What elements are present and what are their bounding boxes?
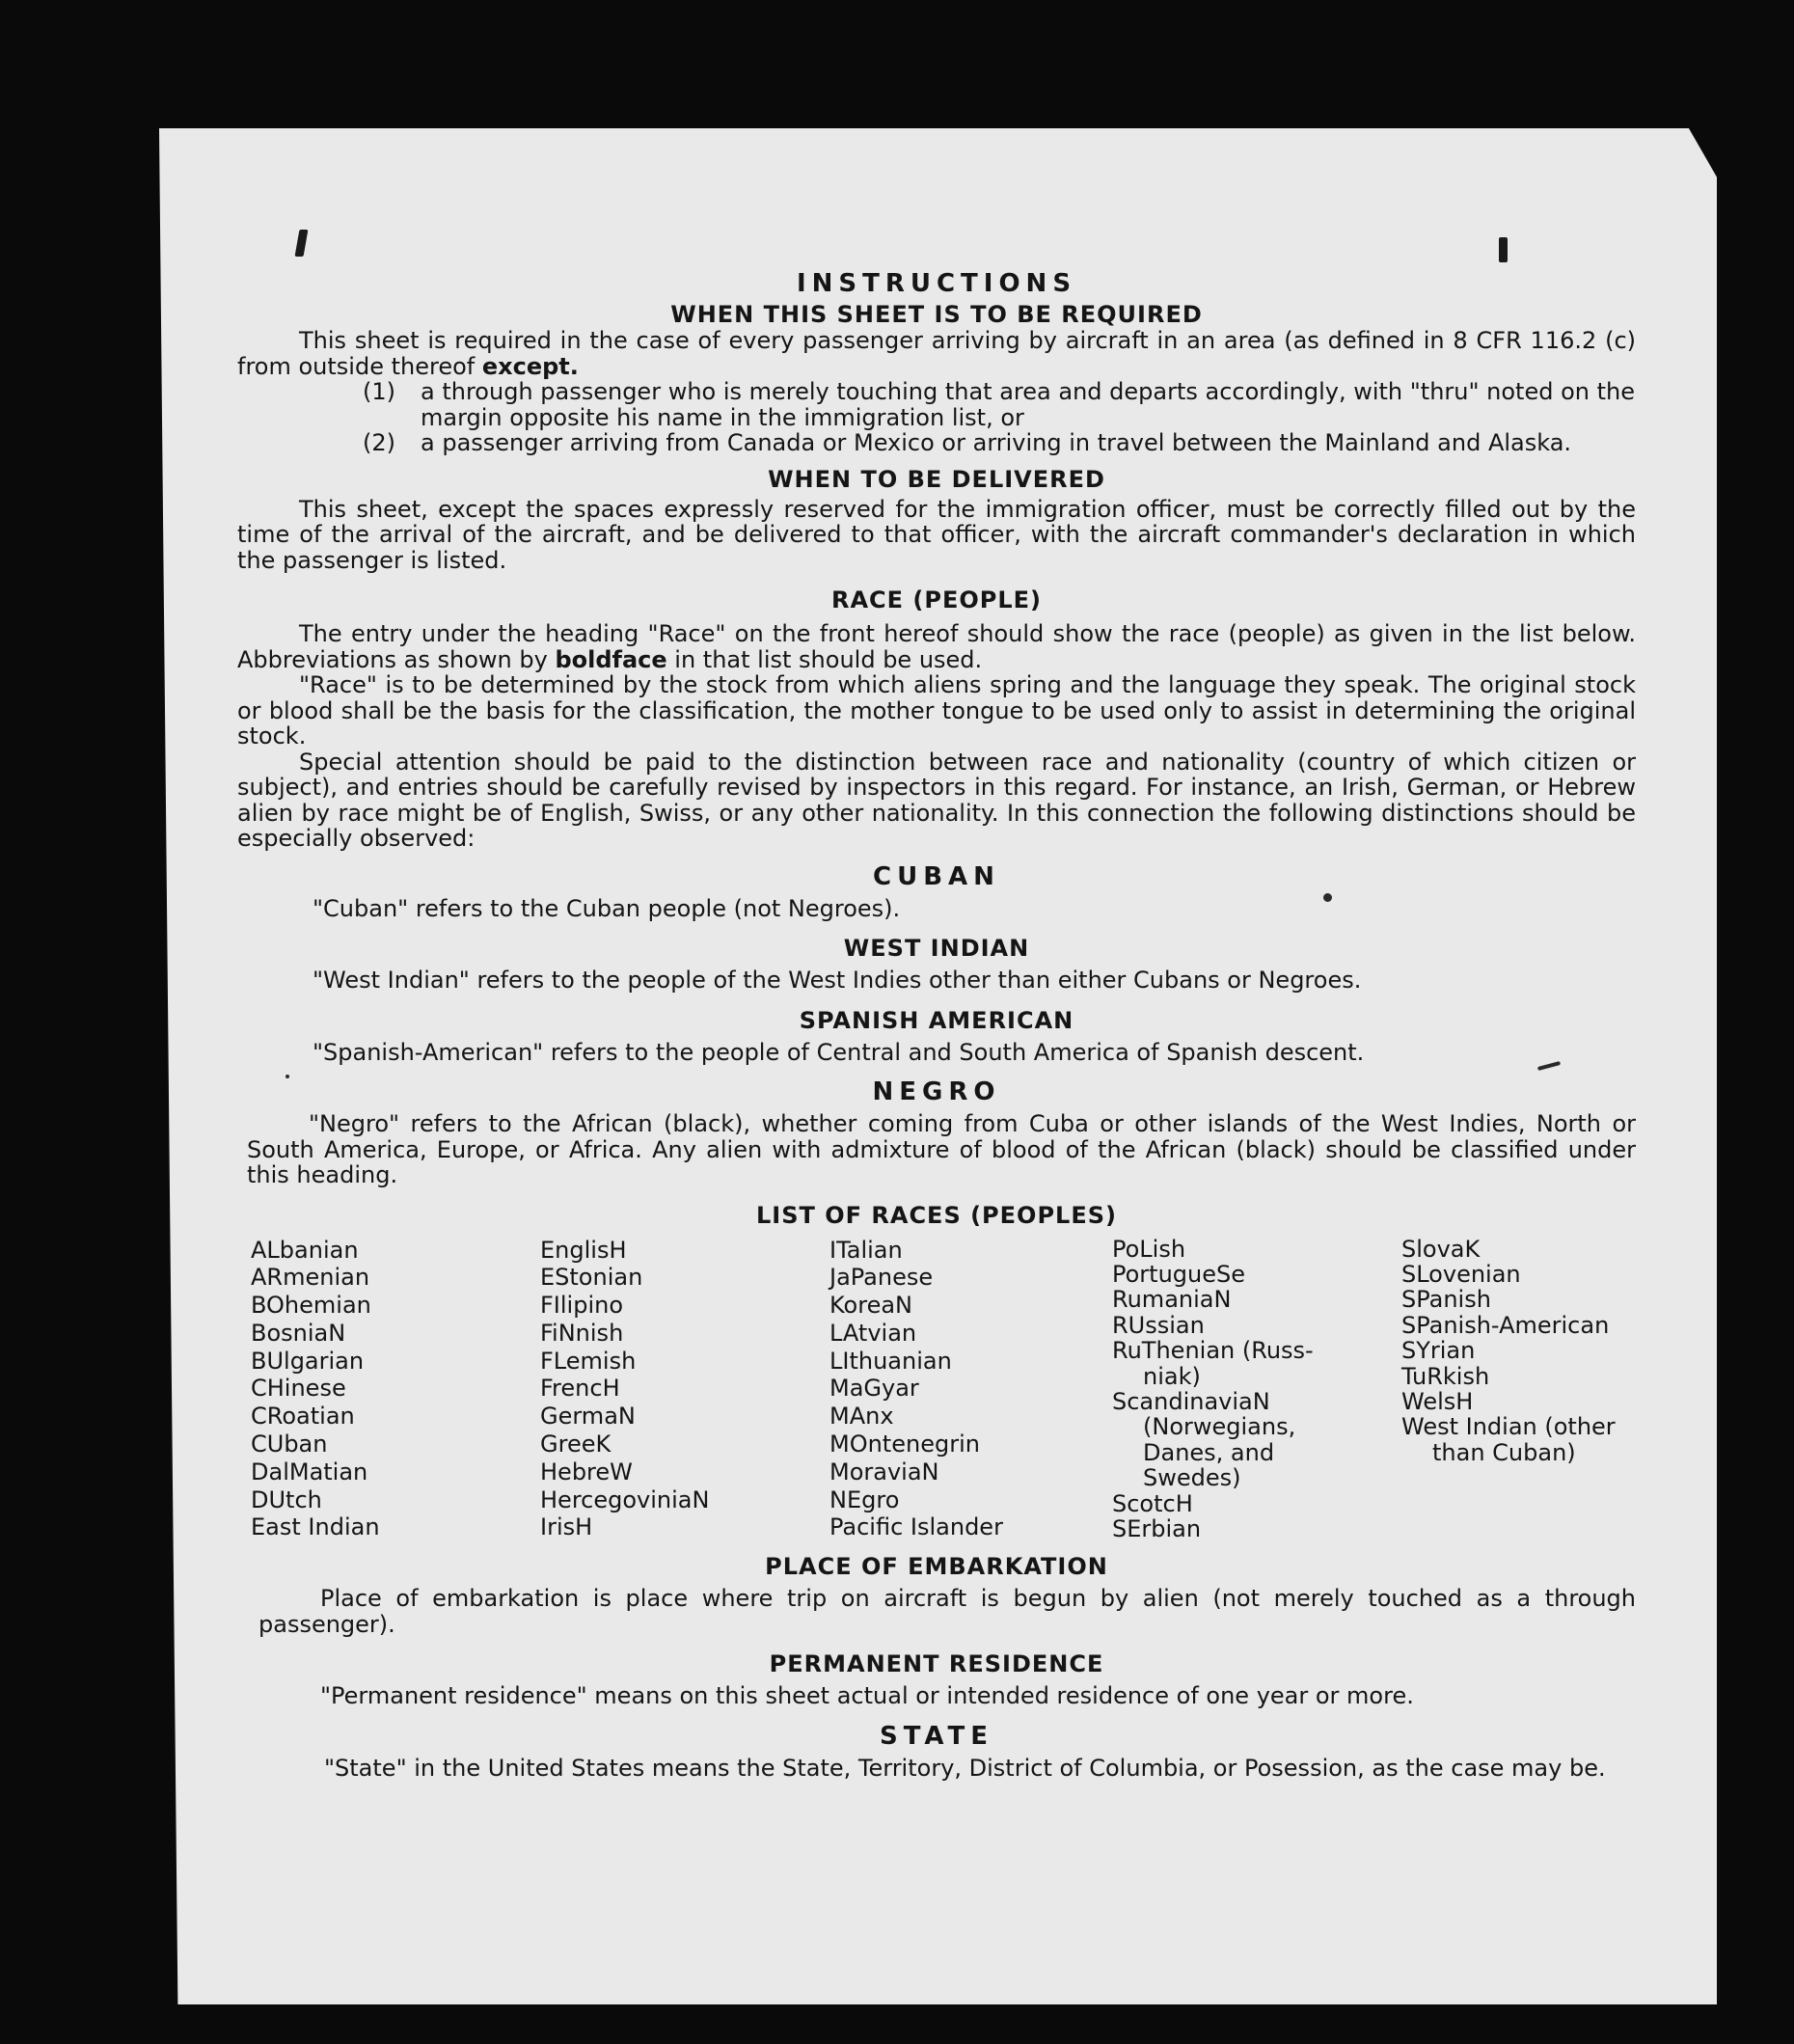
- race-entry: ScotcH: [1112, 1489, 1193, 1517]
- race-entry: DalMatian: [251, 1458, 368, 1485]
- negro-heading: NEGRO: [872, 1077, 1001, 1106]
- race-entry: SPanish-American: [1401, 1311, 1610, 1339]
- race-entry: GermaN: [540, 1403, 636, 1431]
- state-section: [237, 1723, 1636, 1782]
- cuban-heading: CUBAN: [873, 861, 1000, 891]
- when-delivered-text: This sheet, except the spaces expressly reserved for the immigration officer, must be correctly filled out by the time of the arrival of the aircraft, and be delivered to that officer, with the aircraft commander's declaration in which the passenger is listed.: [237, 495, 1636, 574]
- race-entry: BOhemian: [251, 1292, 371, 1320]
- list-item: (2) a passenger arriving from Canada or Mexico or arriving in travel between the Mainland and Alaska.: [363, 429, 1572, 456]
- race-entry: West Indian (other: [1401, 1413, 1616, 1441]
- state-heading: STATE: [879, 1721, 994, 1751]
- race-entry: ARmenian: [251, 1264, 370, 1292]
- races-column: [251, 1237, 540, 1542]
- race-entry: EStonian: [540, 1264, 643, 1292]
- race-entry: CHinese: [251, 1375, 346, 1403]
- race-entry: WelsH: [1401, 1387, 1474, 1415]
- race-entry: FrencH: [540, 1375, 620, 1403]
- race-entry: MoraviaN: [829, 1458, 939, 1485]
- race-entry: CRoatian: [251, 1403, 355, 1431]
- race-entry: niak): [1143, 1362, 1201, 1390]
- spanish-american-section: [237, 1007, 1636, 1066]
- race-entry: GreeK: [540, 1431, 612, 1458]
- when-required-heading: WHEN THIS SHEET IS TO BE REQUIRED: [670, 301, 1203, 328]
- race-entry: HebreW: [540, 1458, 633, 1485]
- west-indian-section: [237, 935, 1636, 994]
- race-entry: PoLish: [1112, 1235, 1186, 1263]
- race-paragraph-2: "Race" is to be determined by the stock from which aliens spring and the language they speak. The original stock or blood shall be the basis for the classification, the mother tongue to be used only to assist in determining the original stock.: [237, 671, 1636, 749]
- races-column: [540, 1237, 829, 1542]
- embarkation-section: [237, 1553, 1636, 1637]
- race-entry: JaPanese: [829, 1264, 934, 1292]
- race-heading: RACE (PEOPLE): [830, 586, 1043, 613]
- embarkation-heading: PLACE OF EMBARKATION: [765, 1553, 1108, 1581]
- race-entry: RUssian: [1112, 1311, 1205, 1339]
- negro-text: "Negro" refers to the African (black), whether coming from Cuba or other islands of the West Indies, North or South America, Europe, or Africa. Any alien with admixture of blood of the African (black) should be classified under this heading.: [247, 1110, 1636, 1188]
- race-entry: Danes, and: [1143, 1438, 1275, 1466]
- race-paragraph-1: The entry under the heading "Race" on the front hereof should show the race (people) as given in the list below. Abbreviations as shown by boldface in that list should be used.: [237, 620, 1636, 673]
- when-delivered-heading: WHEN TO BE DELIVERED: [768, 465, 1105, 493]
- list-of-races-heading: LIST OF RACES (PEOPLES): [756, 1201, 1117, 1229]
- state-text: "State" in the United States means the State, Territory, District of Columbia, or Posession, as the case may be.: [324, 1754, 1606, 1782]
- residence-heading: PERMANENT RESIDENCE: [769, 1650, 1104, 1678]
- race-entry: IrisH: [540, 1513, 593, 1541]
- race-entry: BUlgarian: [251, 1347, 365, 1375]
- race-entry: MOntenegrin: [829, 1431, 980, 1458]
- race-entry: LAtvian: [829, 1319, 917, 1347]
- race-entry: ScandinaviaN: [1112, 1387, 1270, 1415]
- when-required-intro: This sheet is required in the case of every passenger arriving by aircraft in an area (as defined in 8 CFR 116.2 (c) from outside thereof except.: [237, 327, 1636, 380]
- race-entry: SlovaK: [1401, 1235, 1481, 1263]
- race-entry: FiNnish: [540, 1319, 624, 1347]
- race-section: [237, 586, 1636, 852]
- race-entry: DUtch: [251, 1485, 322, 1513]
- residence-text: "Permanent residence" means on this sheet actual or intended residence of one year or more.: [320, 1682, 1414, 1710]
- race-entry: SYrian: [1401, 1337, 1476, 1365]
- race-entry: Pacific Islander: [829, 1513, 1003, 1541]
- except-bold: except.: [481, 352, 579, 380]
- boldface-word: boldface: [555, 645, 667, 673]
- race-entry: FLemish: [540, 1347, 637, 1375]
- negro-section: [237, 1078, 1636, 1188]
- race-entry: SPanish: [1401, 1286, 1491, 1314]
- races-table: [251, 1237, 1636, 1542]
- race-entry: ITalian: [829, 1236, 903, 1264]
- races-column: [1112, 1237, 1401, 1542]
- race-entry: PortugueSe: [1112, 1260, 1245, 1288]
- spanish-american-text: "Spanish-American" refers to the people of Central and South America of Spanish descent.: [313, 1038, 1365, 1066]
- race-entry: TuRkish: [1401, 1362, 1490, 1390]
- race-entry: KoreaN: [829, 1292, 912, 1320]
- race-entry: RumaniaN: [1112, 1286, 1232, 1314]
- races-column: [829, 1237, 1112, 1542]
- race-entry: FIlipino: [540, 1292, 624, 1320]
- race-entry: LIthuanian: [829, 1347, 952, 1375]
- when-required-section: [237, 301, 1636, 456]
- races-column: [1401, 1237, 1649, 1542]
- spanish-american-heading: SPANISH AMERICAN: [799, 1006, 1074, 1034]
- race-entry: (Norwegians,: [1143, 1413, 1296, 1441]
- race-entry: BosniaN: [251, 1319, 346, 1347]
- west-indian-text: "West Indian" refers to the people of the West Indies other than either Cubans or Negroes.: [313, 967, 1362, 994]
- document-title: INSTRUCTIONS: [796, 269, 1077, 298]
- race-entry: ALbanian: [251, 1236, 359, 1264]
- list-item: (1) a through passenger who is merely touching that area and departs accordingly, with "thru" noted on the margin opposite his name in the immigration list, or: [363, 378, 1635, 431]
- cuban-text: "Cuban" refers to the Cuban people (not Negroes).: [313, 894, 901, 922]
- west-indian-heading: WEST INDIAN: [843, 935, 1030, 962]
- race-entry: NEgro: [829, 1485, 900, 1513]
- race-entry: CUban: [251, 1431, 328, 1458]
- cuban-section: [237, 863, 1636, 922]
- race-entry: SErbian: [1112, 1514, 1202, 1542]
- race-entry: HercegoviniaN: [540, 1485, 710, 1513]
- residence-section: [237, 1650, 1636, 1709]
- embarkation-text: Place of embarkation is place where trip on aircraft is begun by alien (not merely touched as a through passenger).: [258, 1585, 1636, 1638]
- race-entry: East Indian: [251, 1513, 380, 1541]
- punch-mark-right: [1499, 237, 1508, 262]
- race-entry: Swedes): [1143, 1464, 1241, 1492]
- race-entry: EnglisH: [540, 1236, 627, 1264]
- race-entry: SLovenian: [1401, 1260, 1521, 1288]
- race-entry: MaGyar: [829, 1375, 919, 1403]
- race-entry: than Cuban): [1432, 1438, 1576, 1466]
- when-delivered-section: [237, 466, 1636, 574]
- race-paragraph-3: Special attention should be paid to the distinction between race and nationality (country of which citizen or subject), and entries should be carefully revised by inspectors in this regard. For instance, an Irish, German, or Hebrew alien by race might be of English, Swiss, or any other nationality. In this connection the following distinctions should be especially observed:: [237, 748, 1636, 852]
- instructions-content: [237, 270, 1636, 1781]
- list-of-races-section: [237, 1202, 1636, 1542]
- race-entry: RuThenian (Russ-: [1112, 1337, 1314, 1365]
- race-entry: MAnx: [829, 1403, 894, 1431]
